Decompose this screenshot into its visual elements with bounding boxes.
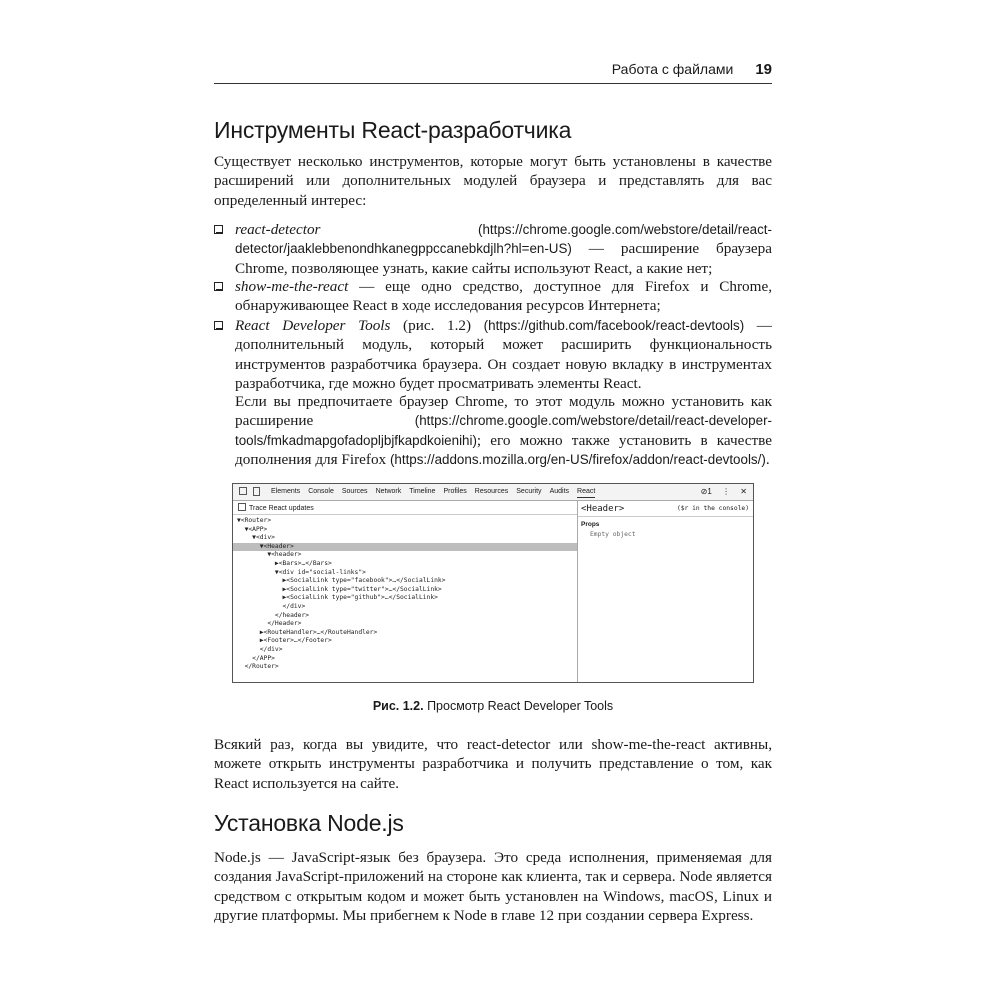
devtools-tabs xyxy=(271,488,603,495)
tree-node[interactable]: ▶<Footer>…</Footer> xyxy=(237,637,332,645)
tree-node[interactable]: ▼<div> xyxy=(237,534,275,542)
tree-node[interactable]: ▶<Bars>…</Bars> xyxy=(237,559,332,567)
props-label: Props xyxy=(581,521,600,528)
tree-node[interactable]: ▶<RouteHandler>…</RouteHandler> xyxy=(237,628,378,636)
error-count-badge[interactable]: ⊘1 xyxy=(700,487,712,496)
inspector-hint: ($r in the console) xyxy=(676,505,749,512)
page-number: 19 xyxy=(755,61,772,78)
checkbox-bullet-icon xyxy=(214,282,223,291)
tree-node[interactable]: ▶<SocialLink type="twitter">…</SocialLink> xyxy=(237,585,442,593)
item-description: — еще одно средство, доступное для Firefox и Chrome, обнаруживающее React в ходе исследования ресурсов Интернета; xyxy=(235,278,772,315)
chrome-store-url: (https://chrome.google.com/webstore/detail/react-developer-tools/fmkadmapgofadopljbjfkapdkoienihi) xyxy=(235,413,772,448)
section-heading-node: Установка Node.js xyxy=(214,810,404,836)
item-url: (https://github.com/facebook/react-devtools) xyxy=(483,318,745,333)
tab-react[interactable]: React xyxy=(577,488,595,498)
section-heading-react-tools: Инструменты React-разработчика xyxy=(214,117,572,143)
toolbar-right xyxy=(693,487,747,496)
after-figure-paragraph: Всякий раз, когда вы увидите, что react-detector или show-me-the-react активны, можете открыть инструменты разработчика и получить представление о том, как React используется на сайте. xyxy=(214,736,772,792)
header-rule xyxy=(214,83,772,84)
tree-node[interactable]: </Header> xyxy=(237,620,302,628)
tab-profiles[interactable]: Profiles xyxy=(443,488,467,495)
list-item-react-developer-tools xyxy=(214,316,772,393)
trace-updates-toggle[interactable] xyxy=(238,503,314,512)
tab-elements[interactable]: Elements xyxy=(271,488,301,495)
component-tree xyxy=(233,517,577,672)
tab-console[interactable]: Console xyxy=(308,488,334,495)
item-description: — дополнительный модуль, который может расширить функциональность инструментов разработчика браузера. Он создает новую вкладку в инструментах разработчика, где можно будет просматривать элементы React. xyxy=(235,317,772,392)
inspect-element-icon[interactable] xyxy=(239,487,247,495)
item-name: React Developer Tools xyxy=(235,317,391,334)
intro-paragraph: Существует несколько инструментов, которые могут быть установлены в качестве расширений или дополнительных модулей браузера и представлять для вас определенный интерес: xyxy=(214,153,772,209)
tree-node[interactable]: </header> xyxy=(237,611,310,619)
list-item-react-detector xyxy=(214,220,772,278)
component-tree-pane xyxy=(233,501,578,682)
tree-node[interactable]: </div> xyxy=(237,602,306,610)
tab-resources[interactable]: Resources xyxy=(474,488,509,495)
checkbox-bullet-icon xyxy=(214,225,223,234)
more-menu-icon[interactable]: ⋮ xyxy=(722,487,731,496)
install-paragraph xyxy=(235,392,772,469)
divider xyxy=(233,514,577,515)
tree-node[interactable]: ▼<Header> xyxy=(233,543,577,552)
tab-network[interactable]: Network xyxy=(375,488,402,495)
item-url: (https://chrome.google.com/webstore/detail/react-detector/jaaklebbenondhkanegppccanebkdjlh?hl=en-US) xyxy=(235,222,772,257)
divider xyxy=(578,516,753,517)
devtools-toolbar xyxy=(233,484,753,501)
devtools-figure xyxy=(232,483,754,683)
item-name: react-detector xyxy=(235,221,321,238)
inspector-pane xyxy=(578,501,753,682)
item-figure-ref: (рис. 1.2) xyxy=(390,317,484,334)
tree-node[interactable]: ▼<div id="social-links"> xyxy=(237,568,366,576)
tab-timeline[interactable]: Timeline xyxy=(409,488,436,495)
figure-caption xyxy=(214,699,772,713)
device-mode-icon[interactable] xyxy=(253,487,260,496)
tab-security[interactable]: Security xyxy=(516,488,542,495)
chapter-title: Работа с файлами xyxy=(611,61,734,77)
install-text-3: . xyxy=(765,450,770,468)
tree-node[interactable]: </Router> xyxy=(237,663,279,671)
props-empty-value: Empty object xyxy=(590,531,636,538)
tree-node[interactable]: ▶<SocialLink type="github">…</SocialLink> xyxy=(237,594,438,602)
caption-label: Рис. 1.2. xyxy=(372,699,424,713)
item-name: show-me-the-react xyxy=(235,278,349,295)
checkbox-bullet-icon xyxy=(214,321,223,330)
install-text-2: ; его можно также установить в качестве дополнения для Firefox xyxy=(235,431,772,468)
tree-node[interactable]: </div> xyxy=(237,645,283,653)
tab-audits[interactable]: Audits xyxy=(549,488,570,495)
firefox-addon-url: (https://addons.mozilla.org/en-US/firefox/addon/react-devtools/) xyxy=(389,451,766,467)
close-icon[interactable]: ✕ xyxy=(740,487,747,496)
list-item-show-me-the-react xyxy=(214,277,772,316)
running-head xyxy=(214,61,772,83)
tree-node[interactable]: </APP> xyxy=(237,654,275,662)
inspector-title: <Header> xyxy=(581,504,625,514)
caption-text: Просмотр React Developer Tools xyxy=(423,699,614,713)
tree-node[interactable]: ▼<header> xyxy=(237,551,302,559)
tree-node[interactable]: ▼<APP> xyxy=(237,525,268,533)
item-description: — расширение браузера Chrome, позволяющее узнать, какие сайты используют React, а какие нет; xyxy=(235,240,772,277)
tree-node[interactable]: ▶<SocialLink type="facebook">…</SocialLink> xyxy=(237,577,446,585)
tab-sources[interactable]: Sources xyxy=(341,488,368,495)
trace-label: Trace React updates xyxy=(249,505,314,512)
tree-node[interactable]: ▼<Router> xyxy=(237,517,272,524)
node-paragraph: Node.js — JavaScript-язык без браузера. Это среда исполнения, применяемая для создания JavaScript-приложений на стороне как клиента, так и сервера. Node является средством с открытым кодом и может быть установлен на Windows, macOS, Linux и другие платформы. Мы прибегнем к Node в главе 12 при создании сервера Express. xyxy=(214,849,772,924)
install-text-1: Если вы предпочитаете браузер Chrome, то этот модуль можно установить как расширение xyxy=(235,393,772,430)
trace-checkbox[interactable] xyxy=(238,503,246,511)
